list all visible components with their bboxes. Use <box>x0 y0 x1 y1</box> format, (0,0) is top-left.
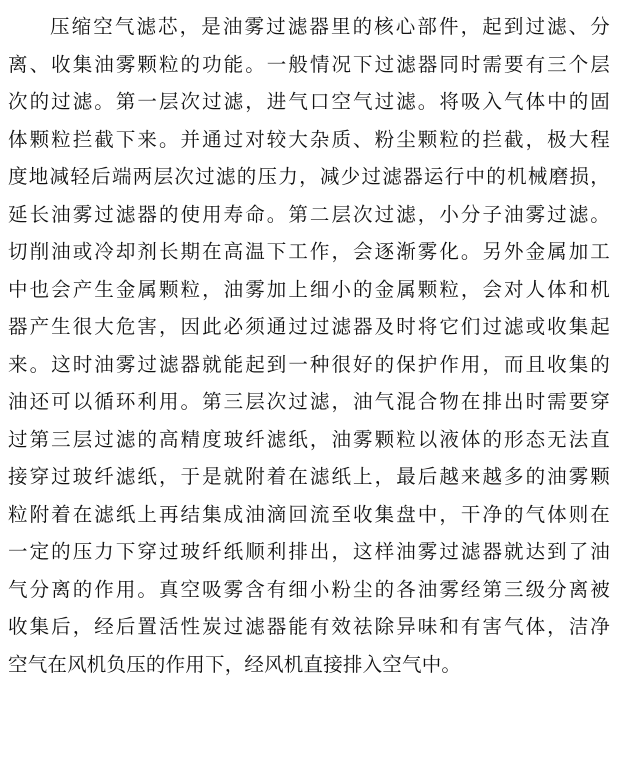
text-line-9: 器产生很大危害，因此必须通过过滤器及时将它们过滤或收集起 <box>8 315 610 338</box>
text-line-14: 粒附着在滤纸上再结集成油滴回流至收集盘中，干净的气体则在 <box>8 502 610 526</box>
text-line-2: 离、收集油雾颗粒的功能。一般情况下过滤器同时需要有三个层 <box>8 52 610 76</box>
text-line-4: 体颗粒拦截下来。并通过对较大杂质、粉尘颗粒的拦截，极大程 <box>8 127 610 151</box>
text-line-6: 延长油雾过滤器的使用寿命。第二层次过滤，小分子油雾过滤。 <box>8 202 610 226</box>
text-line-3: 次的过滤。第一层次过滤，进气口空气过滤。将吸入气体中的固 <box>8 90 610 113</box>
text-line-13: 接穿过玻纤滤纸，于是就附着在滤纸上，最后越来越多的油雾颗 <box>8 465 610 488</box>
text-line-12: 过第三层过滤的高精度玻纤滤纸，油雾颗粒以液体的形态无法直 <box>8 427 610 451</box>
text-line-15: 一定的压力下穿过玻纤纸顺利排出，这样油雾过滤器就达到了油 <box>8 540 610 563</box>
text-line-16: 气分离的作用。真空吸雾含有细小粉尘的各油雾经第三级分离被 <box>8 577 610 601</box>
text-line-8: 中也会产生金属颗粒，油雾加上细小的金属颗粒，会对人体和机 <box>8 277 610 301</box>
text-line-1: 压缩空气滤芯，是油雾过滤器里的核心部件，起到过滤、分 <box>50 15 610 38</box>
text-line-17: 收集后，经后置活性炭过滤器能有效祛除异味和有害气体，洁净 <box>8 615 610 638</box>
body-paragraph <box>8 8 610 683</box>
text-line-10: 来。这时油雾过滤器就能起到一种很好的保护作用，而且收集的 <box>8 352 610 376</box>
text-line-5: 度地减轻后端两层次过滤的压力，减少过滤器运行中的机械磨损， <box>8 165 610 188</box>
text-line-7: 切削油或冷却剂长期在高温下工作，会逐渐雾化。另外金属加工 <box>8 240 610 263</box>
text-line-11: 油还可以循环利用。第三层次过滤，油气混合物在排出时需要穿 <box>8 390 610 413</box>
text-line-18: 空气在风机负压的作用下，经风机直接排入空气中。 <box>8 652 462 676</box>
